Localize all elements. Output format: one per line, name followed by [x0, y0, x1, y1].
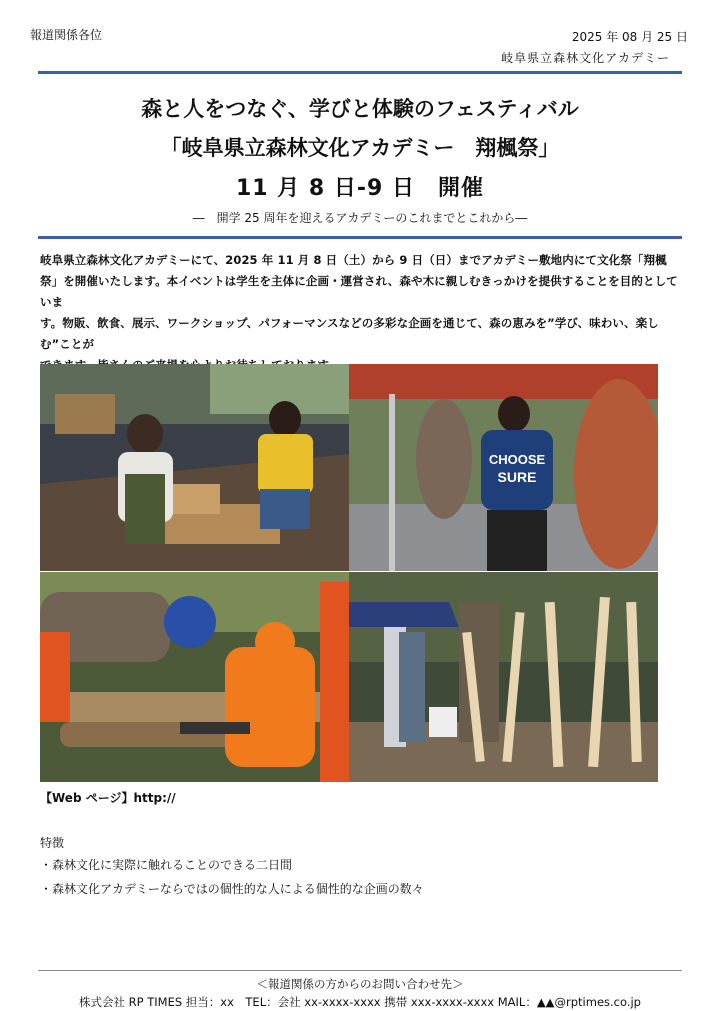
photo-woodworking-workshop — [40, 364, 349, 571]
release-date: 2025 年 08 月 25 日 — [571, 30, 688, 44]
photo-forestry-chainsaw — [40, 572, 349, 782]
subtitle: ― 開学 25 周年を迎えるアカデミーのこれまでとこれから― — [192, 211, 528, 225]
photo-boy-outdoor-stall — [349, 364, 658, 571]
lead-paragraph — [40, 250, 680, 376]
feature-item-2: ・森林文化アカデミーならではの個性的な人による個性的な企画の数々 — [40, 882, 424, 896]
top-divider — [38, 71, 682, 74]
shirt-print-line-2: SURE — [497, 469, 537, 485]
recipient-line: 報道関係各位 — [30, 28, 103, 42]
lead-line-1: 岐阜県立森林文化アカデミーにて、2025 年 11 月 8 日（土）から 9 日（日）までアカデミー敷地内にて文化祭「翔楓 — [40, 253, 667, 267]
shirt-print-line-1: CHOOSE — [488, 452, 546, 467]
feature-item-1: ・森林文化に実際に触れることのできる二日間 — [40, 858, 293, 872]
contact-heading: ＜報道関係の方からのお問い合わせ先＞ — [256, 977, 464, 991]
title-divider — [38, 236, 682, 239]
lead-line-3: す。物販、飲食、展示、ワークショップ、パフォーマンスなどの多彩な企画を通じて、森の恵みを”学び、味わい、楽しむ”ことが — [40, 316, 659, 351]
event-dates: 11 月 8 日-9 日 開催 — [236, 176, 484, 201]
title-line-2: 「岐阜県立森林文化アカデミー 翔楓祭」 — [160, 136, 560, 160]
title-line-1: 森と人をつなぐ、学びと体験のフェスティバル — [141, 97, 579, 121]
features-heading: 特徴 — [40, 836, 65, 850]
contact-details: 株式会社 RP TIMES 担当：xx TEL：会社 xx-xxxx-xxxx 携帯 xxx-xxxx-xxxx MAIL：▲▲@rptimes.co.jp — [79, 995, 641, 1009]
photo-timber-exhibit — [349, 572, 658, 782]
footer-divider — [38, 970, 682, 971]
lead-line-2: 祭」を開催いたします。本イベントは学生を主体に企画・運営され、森や木に親しむきっかけを提供することを目的としていま — [40, 274, 678, 309]
organization-name: 岐阜県立森林文化アカデミー — [501, 51, 670, 65]
web-page-link[interactable]: 【Web ページ】http:// — [40, 791, 176, 805]
